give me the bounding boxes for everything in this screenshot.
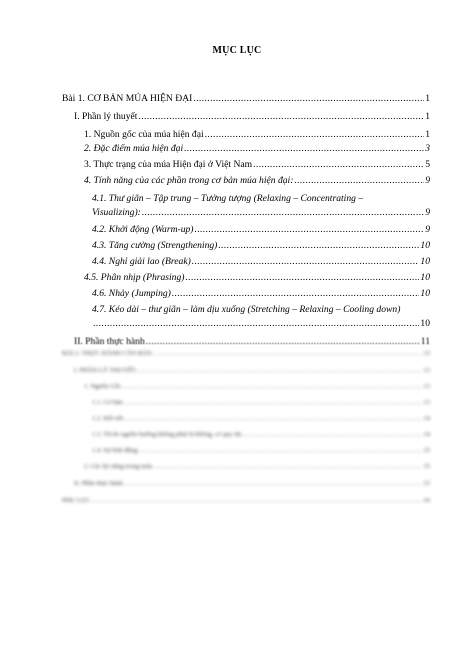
toc-entry-blurred-rules[interactable]: [92, 430, 430, 439]
toc-entry-features[interactable]: [84, 175, 430, 187]
toc-entry-blurred-theory[interactable]: [74, 366, 430, 375]
toc-entry-page: 13: [423, 399, 430, 406]
toc-entry-label: 4. Tính năng của các phần trong cơ bản múa hiện đại:: [84, 175, 294, 186]
toc-entry-label: 1.4. Sự linh động: [92, 447, 138, 454]
leader-dots: [185, 272, 419, 284]
toc-entry-page: 3: [425, 143, 430, 154]
toc-entry-label: 1.1. Cơ bản: [92, 399, 123, 406]
toc-entry-warmup[interactable]: [92, 224, 430, 236]
leader-dots: [193, 93, 424, 105]
toc-entry-lesson-1[interactable]: [62, 93, 430, 105]
leader-dots: [124, 398, 423, 407]
toc-entry-page: 9: [425, 207, 430, 218]
toc-entry-page: 1: [425, 111, 430, 122]
leader-dots: [139, 446, 423, 455]
toc-entry-page: 9: [425, 175, 430, 186]
toc-entry-label: 2. Đặc điểm múa hiện đại: [84, 143, 184, 154]
leader-dots: [137, 366, 423, 375]
toc-entry-practice[interactable]: [74, 336, 430, 348]
toc-entry-page: 15: [423, 447, 430, 454]
leader-dots: [205, 129, 425, 141]
toc-entry-page: 16: [423, 497, 430, 504]
leader-dots: [195, 224, 425, 236]
toc-entry-page: 13: [423, 367, 430, 374]
toc-entry-page: 14: [423, 431, 430, 438]
toc-entry-page: 11: [420, 336, 430, 347]
toc-entry-blurred-origin[interactable]: [84, 382, 430, 391]
toc-entry-page: 1: [425, 93, 430, 104]
toc-entry-jumping[interactable]: [92, 288, 430, 300]
toc-entry-status-vietnam[interactable]: [84, 159, 430, 171]
leader-dots: [218, 240, 419, 252]
leader-dots: [153, 349, 423, 358]
toc-entry-label: Bài 1. CƠ BẢN MÚA HIỆN ĐẠI: [62, 93, 193, 104]
toc-entry-blurred-connect[interactable]: [92, 414, 430, 423]
leader-dots: [184, 143, 424, 155]
toc-entry-relaxing-line1: 4.1. Thư giãn – Tập trung – Tưởng tượng (Relaxing – Concentrating –: [92, 193, 364, 204]
toc-entry-label: PHỤ LỤC: [62, 497, 91, 504]
toc-entry-label: 3. Thực trạng của múa Hiện đại ở Việt Nam: [84, 159, 253, 170]
toc-entry-phrasing[interactable]: [84, 272, 430, 284]
toc-entry-page: 15: [423, 480, 430, 487]
toc-entry-blurred-appendix[interactable]: [62, 496, 430, 505]
toc-entry-label: 1. Nguồn gốc của múa hiện đại: [84, 129, 204, 140]
toc-entry-page: 9: [425, 224, 430, 235]
leader-dots: [253, 159, 424, 171]
toc-entry-label: 2. Các kỹ năng trong múa: [84, 463, 153, 470]
leader-dots: [124, 414, 422, 423]
toc-entry-blurred-skills[interactable]: [84, 462, 430, 471]
toc-entry-page: 10: [420, 240, 430, 251]
toc-entry-page: 15: [423, 463, 430, 470]
toc-entry-label: 1.2. Kết nối: [92, 415, 124, 422]
toc-entry-strengthening[interactable]: [92, 240, 430, 252]
toc-entry-label: 4.4. Nghỉ giải lao (Break): [92, 256, 191, 267]
toc-entry-characteristics[interactable]: [84, 143, 430, 155]
toc-entry-page: 13: [423, 383, 430, 390]
toc-entry-relaxing[interactable]: [92, 207, 430, 219]
leader-dots: [243, 430, 422, 439]
leader-dots: [146, 336, 420, 348]
toc-entry-theory[interactable]: [74, 111, 430, 123]
toc-entry-stretching-line1: 4.7. Kéo dài – thư giãn – làm dịu xuống (Stretching – Relaxing – Cooling down): [92, 304, 401, 315]
leader-dots: [93, 318, 419, 330]
toc-entry-origin[interactable]: [84, 129, 430, 141]
leader-dots: [192, 256, 420, 268]
toc-entry-label: 4.2. Khởi động (Warm-up): [92, 224, 194, 235]
toc-entry-page: 10: [420, 318, 430, 329]
toc-entry-label: I. PHẦN LÝ THUYẾT: [74, 367, 136, 374]
toc-title: MỤC LỤC: [212, 45, 262, 56]
leader-dots: [294, 175, 424, 187]
leader-dots: [122, 382, 422, 391]
toc-entry-blurred-flexibility[interactable]: [92, 446, 430, 455]
leader-dots: [124, 479, 423, 488]
toc-entry-page: 10: [420, 256, 430, 267]
toc-entry-label: I. Phần lý thuyết: [74, 111, 138, 122]
leader-dots: [172, 288, 420, 300]
toc-entry-label: Visualizing):: [92, 207, 141, 218]
toc-entry-blurred-lesson-2[interactable]: [62, 349, 430, 358]
toc-entry-label: II. Phần thực hành: [74, 336, 145, 347]
toc-entry-page: 14: [423, 415, 430, 422]
toc-entry-page: 10: [420, 272, 430, 283]
toc-entry-stretching[interactable]: [92, 318, 430, 330]
toc-entry-blurred-practice[interactable]: [74, 479, 430, 488]
toc-entry-label: 4.5. Phân nhịp (Phrasing): [84, 272, 185, 283]
toc-entry-label: II. Phần thực hành: [74, 480, 123, 487]
toc-entry-page: 1: [425, 129, 430, 140]
toc-entry-label: BÀI 2. THỰC HÀNH CĂN BẢN: [62, 350, 152, 357]
leader-dots: [91, 496, 422, 505]
toc-entry-label: 4.3. Tăng cường (Strengthening): [92, 240, 218, 251]
toc-entry-label: 1.3. Từ do nguồn hướng không phát là không, có quy tắc: [92, 431, 243, 438]
leader-dots: [153, 462, 422, 471]
toc-entry-blurred-basic[interactable]: [92, 398, 430, 407]
toc-entry-page: 10: [420, 288, 430, 299]
toc-entry-page: 13: [423, 350, 430, 357]
toc-entry-break[interactable]: [92, 256, 430, 268]
leader-dots: [142, 207, 424, 219]
toc-entry-page: 5: [425, 159, 430, 170]
toc-entry-label: 1. Nguồn Gốc: [84, 383, 122, 390]
toc-entry-label: 4.6. Nhảy (Jumping): [92, 288, 171, 299]
leader-dots: [138, 111, 424, 123]
